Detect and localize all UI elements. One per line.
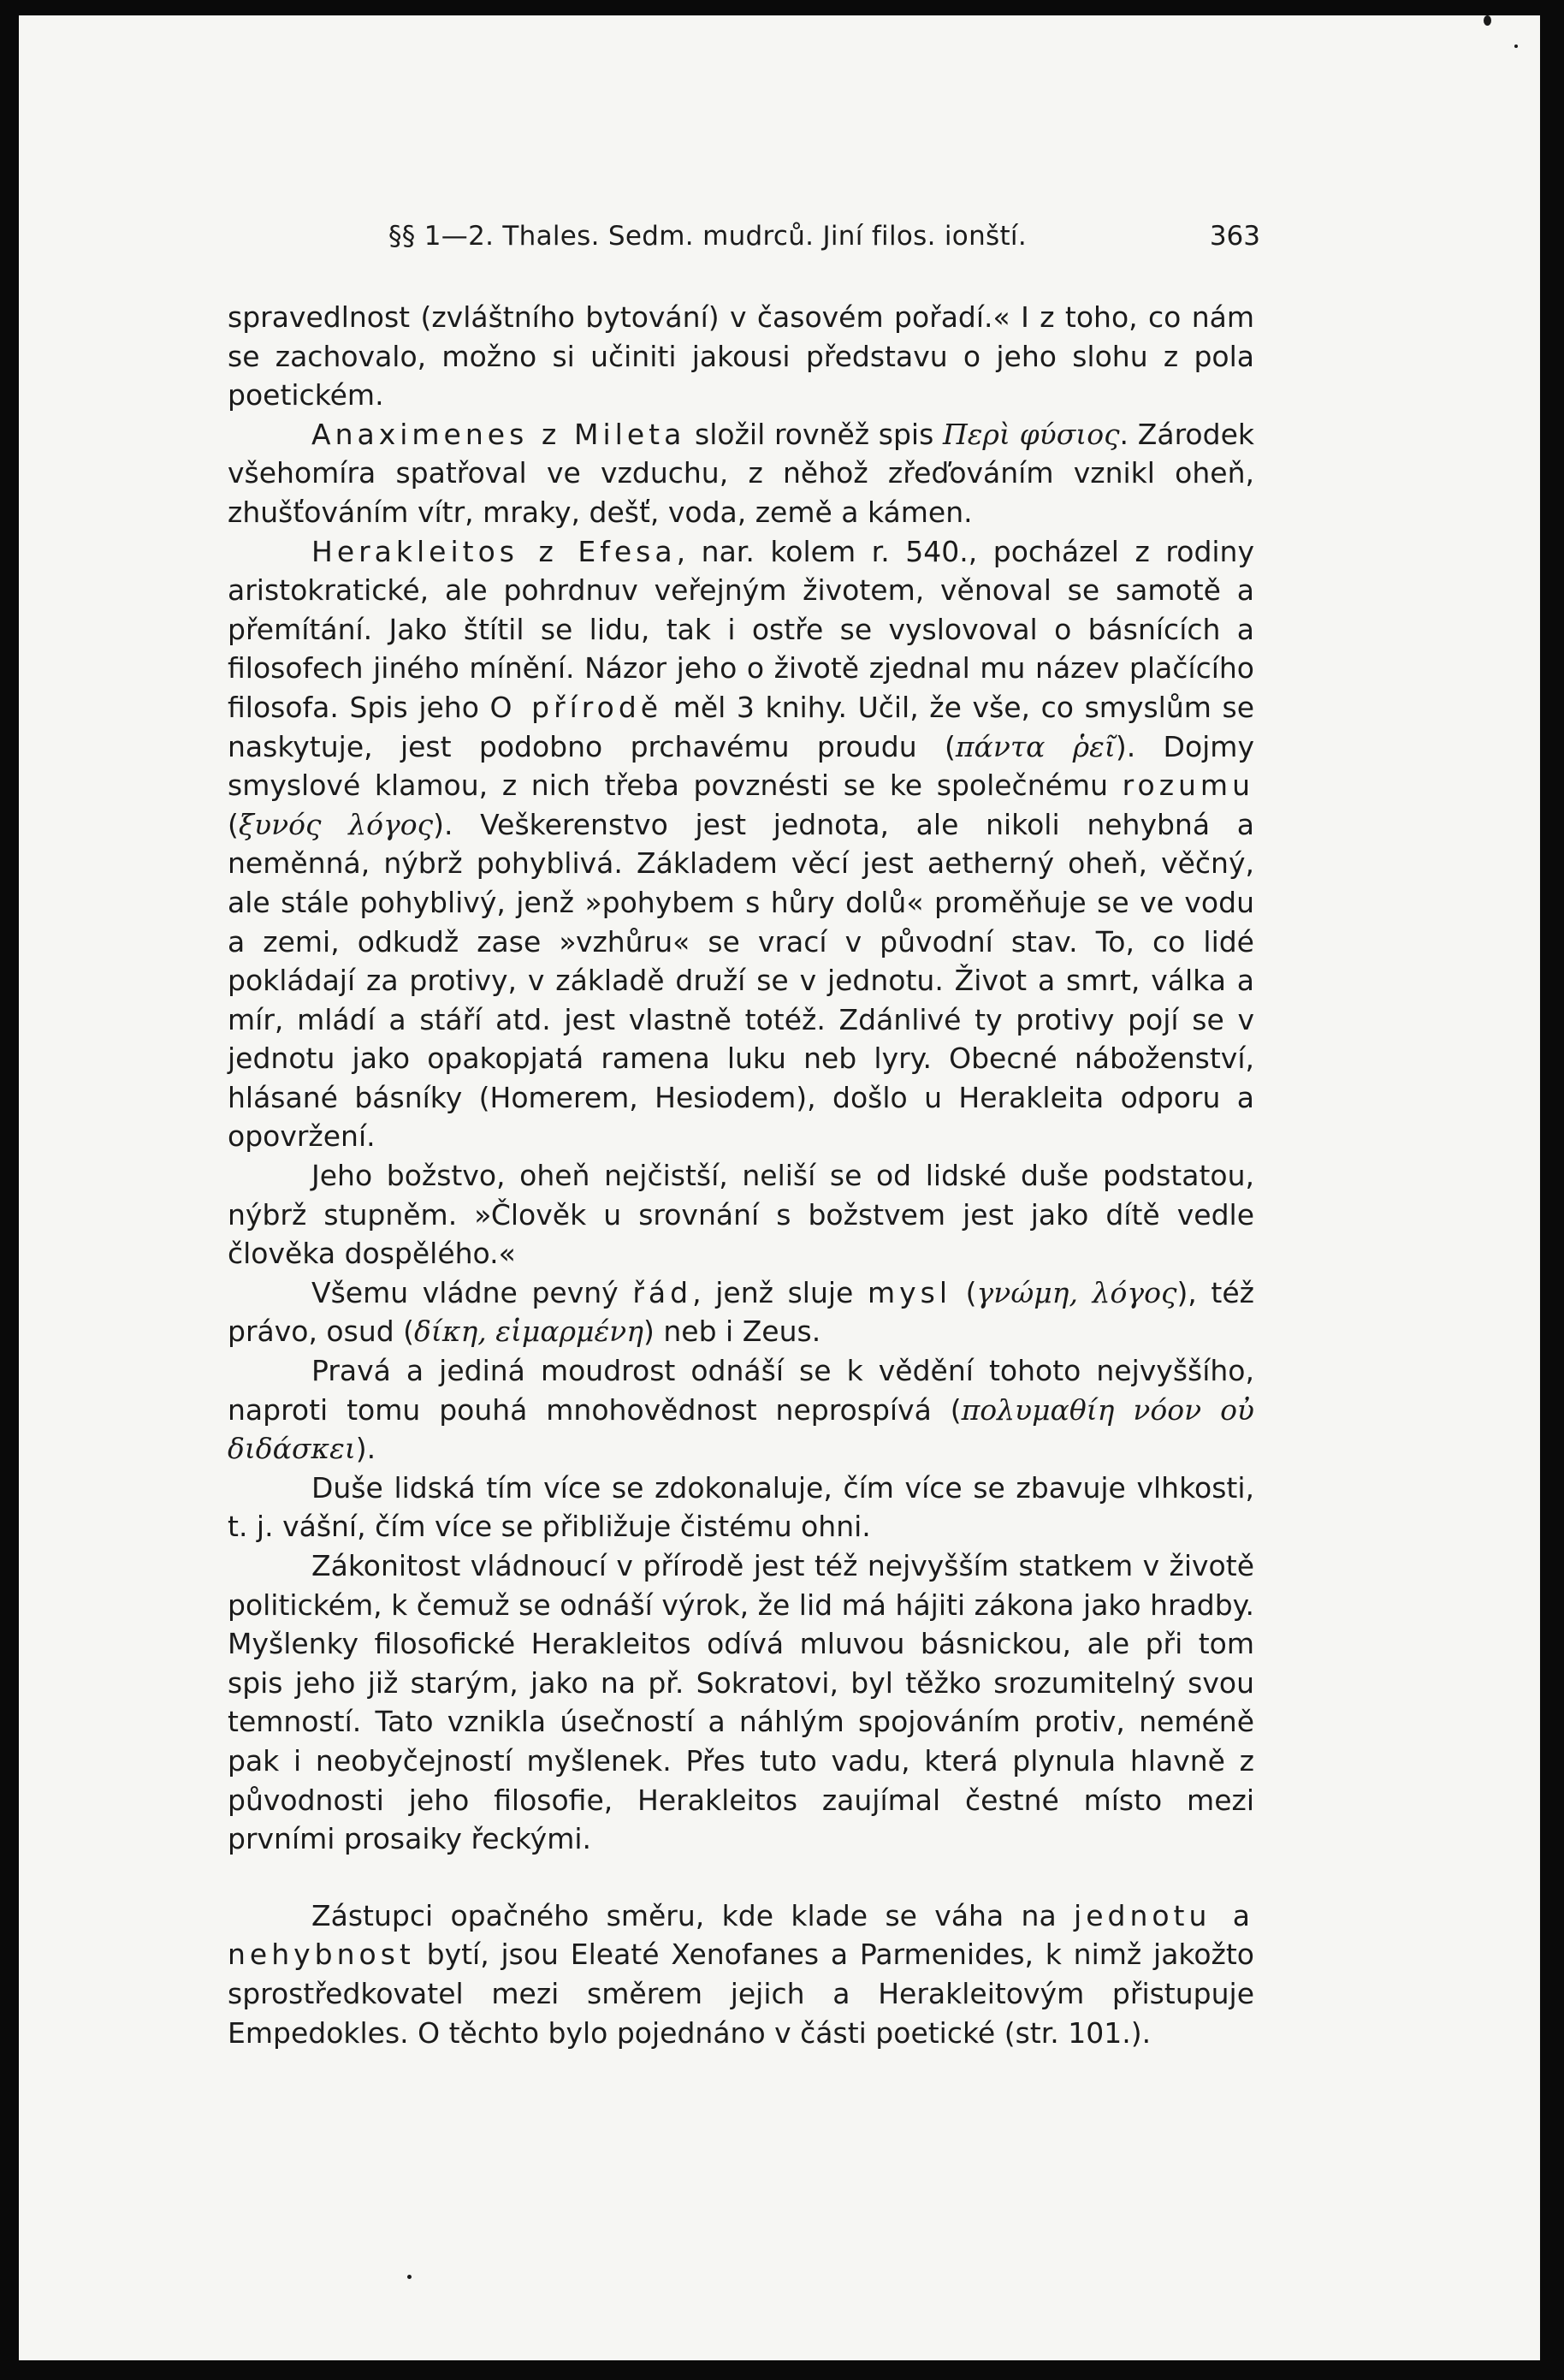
text-run: měl 3 knihy. Učil, že vše, co smyslům se naskytuje, jest podobno prchavému proudu ( (228, 690, 1255, 763)
spaced-emphasis: řád (632, 1275, 693, 1309)
paragraph (228, 1156, 1254, 1273)
paragraph (228, 1351, 1254, 1469)
body-text (228, 298, 1254, 2052)
text-run: bytí, jsou Eleaté Xenofanes a Parmenides, k nimž jakožto sprostředkovatel mezi směrem jejich a Herakleitovým přistupuje Empedokles. O těchto bylo pojednáno v části poetické (str. 101.). (228, 1938, 1254, 2050)
greek-quote: ξυνός λόγος (238, 807, 434, 841)
spaced-emphasis: Anaximenes z Mileta (311, 417, 686, 451)
text-run: ) neb i Zeus. (643, 1315, 821, 1349)
paragraph (228, 1469, 1254, 1546)
text-run: Jeho božstvo, oheň nejčistší, neliší se od lidské duše podstatou, nýbrž stupněm. »Člověk u srovnání s božstvem jest jako dítě vedle člověka dospělého.« (228, 1159, 1254, 1271)
text-run: Všemu vládne pevný (311, 1275, 633, 1309)
paragraph (228, 1273, 1254, 1351)
text-run: Duše lidská tím více se zdokonaluje, čím více se zbavuje vlhkosti, t. j. vášní, čím více se přibližuje čistému ohni. (228, 1470, 1254, 1544)
paragraph (228, 1896, 1254, 2052)
paragraph (228, 1546, 1254, 1859)
book-page (19, 15, 1540, 2360)
spaced-emphasis: O přírodě (489, 690, 663, 724)
paragraph (228, 415, 1254, 532)
greek-quote: Περὶ φύσιος (943, 417, 1120, 451)
dust-speck (1514, 45, 1518, 48)
greek-quote: πολυμαθίη νόον οὐ διδάσκει (228, 1392, 1254, 1466)
text-run: ), též právo, osud ( (228, 1275, 1255, 1349)
spaced-emphasis: mysl (867, 1275, 952, 1309)
dust-speck (407, 2275, 412, 2279)
greek-quote: γνώμη, λόγος (976, 1275, 1177, 1309)
text-run: Zástupci opačného směru, kde klade se váha na (311, 1898, 1075, 1932)
text-run: Zákonitost vládnoucí v přírodě jest též nejvyšším statkem v životě politickém, k čemuž se odnáší výrok, že lid má hájiti zákona jako hradby. Myšlenky filosofické Herakleitos odívá mluvou básnickou, ale při tom spis jeho již starým, jako na př. Sokratovi, byl těžko srozumitelný svou temností. Tato vznikla úsečností a náhlým spojováním protiv, neméně pak i neobyčejností myšlenek. Přes tuto vadu, která plynula hlavně z původnosti jeho filosofie, Herakleitos zaujímal čestné místo mezi prvními prosaiky řeckými. (228, 1549, 1254, 1856)
text-run: spravedlnost (zvláštního bytování) v časovém pořadí.« I z toho, co nám se zachovalo, možno si učiniti jakousi představu o jeho slohu z pola poetickém. (228, 300, 1254, 412)
text-run: ). Dojmy smyslové klamou, z nich třeba povznésti se ke společnému (228, 729, 1254, 803)
text-run: ( (951, 1275, 977, 1309)
paragraph (228, 532, 1254, 1157)
greek-quote: δίκη, εἱμαρμένη (414, 1315, 644, 1349)
dust-speck (1484, 15, 1491, 26)
spaced-emphasis: rozumu (1122, 769, 1254, 803)
paragraph (228, 298, 1254, 415)
spaced-emphasis: Herakleitos z Efesa (311, 534, 677, 568)
text-run: . Zárodek všehomíra spatřoval ve vzduchu, z něhož zřeďováním vznikl oheň, zhušťováním vítr, mraky, dešť, voda, země a kámen. (228, 417, 1254, 529)
text-run: ). Veškerenstvo jest jednota, ale nikoli nehybná a neměnná, nýbrž pohyblivá. Základem věcí jest aetherný oheň, věčný, ale stále pohyblivý, jenž »pohybem s hůry dolů« proměňuje se ve vodu a zemi, odkudž zase »vzhůru« se vrací v původní stav. To, co lidé pokládají za protivy, v základě druží se v jednotu. Život a smrt, válka a mír, mládí a stáří atd. jest vlastně totéž. Zdánlivé ty protivy pojí se v jednotu jako opakopjatá ramena luku neb lyry. Obecné náboženství, hlásané básníky (Homerem, Hesiodem), došlo u Herakleita odporu a opovržení. (228, 807, 1254, 1154)
greek-quote: πάντα ῥεῖ (955, 729, 1116, 763)
text-run: , jenž sluje (692, 1275, 868, 1309)
text-run: , nar. kolem r. 540., pocházel z rodiny aristokratické, ale pohrdnuv veřejným životem, věnoval se samotě a přemítání. Jako štítil se lidu, tak i ostře se vyslovoval o básnících a filosofech jiného mínění. Názor jeho o životě zjednal mu název plačícího filosofa. Spis jeho (228, 534, 1255, 724)
running-title: §§ 1—2. Thales. Sedm. mudrců. Jiní filos. ionští. (388, 221, 1027, 252)
text-run: ( (228, 807, 239, 841)
text-run: složil rovněž spis (685, 417, 944, 451)
spaced-emphasis: jednotu a nehybnost (228, 1898, 1254, 1972)
page-number: 363 (1209, 221, 1260, 252)
page-header (19, 205, 1540, 265)
text-run: ). (355, 1432, 376, 1466)
text-run: Pravá a jediná moudrost odnáší se k vědění tohoto nejvyššího, naproti tomu pouhá mnohovědnost neprospívá ( (228, 1354, 1254, 1427)
